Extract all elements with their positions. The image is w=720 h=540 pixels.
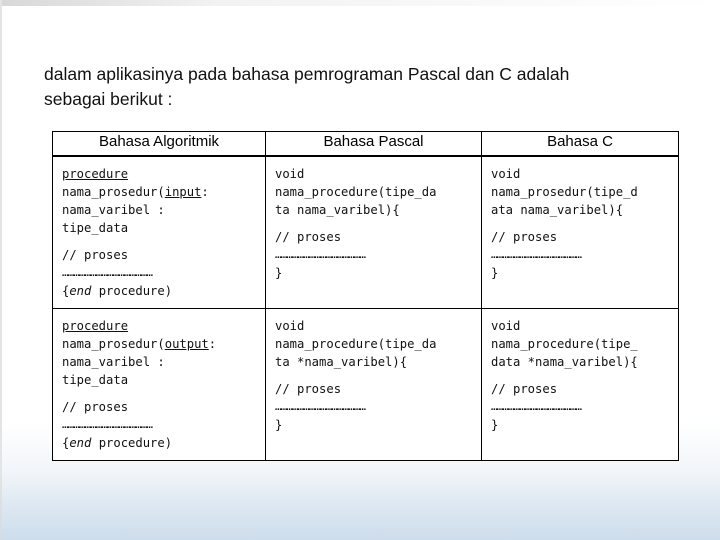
intro-line-2: sebagai berikut : <box>44 89 173 109</box>
brace-open: { <box>62 436 70 450</box>
end-procedure <box>62 282 261 300</box>
procedure-keyword: procedure <box>62 167 129 181</box>
param-colon: : <box>201 185 209 199</box>
closing-brace: } <box>275 418 283 432</box>
slide-bottom-gradient <box>0 470 720 540</box>
process-comment: // proses <box>491 382 558 396</box>
void-keyword: void <box>275 167 305 181</box>
void-keyword: void <box>491 319 521 333</box>
param-colon: : <box>208 337 217 351</box>
table-header-row <box>53 132 679 157</box>
procedure-signature: nama_procedure(tipe_da <box>275 185 437 199</box>
process-placeholder: ………………………………………… <box>491 400 581 413</box>
procedure-name: nama_prosedur( <box>62 337 165 351</box>
process-comment: // proses <box>275 230 342 244</box>
process-placeholder: ………………………………………… <box>275 400 365 413</box>
procedure-signature: nama_procedure(tipe_da <box>275 337 437 351</box>
cell-c-output <box>482 309 679 461</box>
process-comment: // proses <box>62 400 129 414</box>
param-name: nama_varibel : <box>62 203 165 217</box>
void-keyword: void <box>275 319 305 333</box>
process-placeholder: ………………………………………… <box>62 266 152 279</box>
cell-algoritmik-input <box>53 156 266 309</box>
end-keyword: end <box>69 436 92 450</box>
process-comment: // proses <box>275 382 342 396</box>
procedure-signature: nama_procedure(tipe_ <box>491 337 638 351</box>
cell-pascal-output <box>266 309 482 461</box>
header-algoritmik: Bahasa Algoritmik <box>53 132 266 157</box>
process-placeholder: ………………………………………… <box>275 248 365 261</box>
syntax-comparison-table <box>52 131 679 461</box>
procedure-keyword: procedure <box>62 319 129 333</box>
procedure-signature-cont: ta *nama_varibel){ <box>275 355 408 369</box>
table-row-output <box>53 309 679 461</box>
closing-brace: } <box>491 266 499 280</box>
process-placeholder: ………………………………………… <box>491 248 581 261</box>
param-mode-input: input <box>164 185 202 199</box>
void-keyword: void <box>491 167 521 181</box>
end-keyword: end <box>69 284 92 298</box>
process-placeholder: ………………………………………… <box>62 418 152 431</box>
procedure-signature: nama_prosedur(tipe_d <box>491 185 638 199</box>
param-mode-output: output <box>164 337 209 351</box>
procedure-name: nama_prosedur( <box>62 185 165 199</box>
process-comment: // proses <box>491 230 558 244</box>
cell-pascal-input <box>266 156 482 309</box>
procedure-signature-cont: ata nama_varibel){ <box>491 203 624 217</box>
intro-text <box>44 62 684 112</box>
procedure-signature-cont: data *nama_varibel){ <box>491 355 638 369</box>
closing-brace: } <box>275 266 283 280</box>
header-pascal: Bahasa Pascal <box>266 132 482 157</box>
cell-algoritmik-output <box>53 309 266 461</box>
process-comment: // proses <box>62 248 129 262</box>
brace-open: { <box>62 284 70 298</box>
param-type: tipe_data <box>62 373 129 387</box>
param-name: nama_varibel : <box>62 355 165 369</box>
procedure-signature <box>62 335 261 353</box>
closing-brace: } <box>491 418 499 432</box>
param-type: tipe_data <box>62 221 129 235</box>
end-procedure-text: procedure) <box>91 436 173 450</box>
end-procedure <box>62 434 261 452</box>
table-row-input <box>53 156 679 309</box>
header-c: Bahasa C <box>482 132 679 157</box>
procedure-signature-cont: ta nama_varibel){ <box>275 203 400 217</box>
procedure-signature <box>62 183 261 201</box>
intro-line-1: dalam aplikasinya pada bahasa pemrograman Pascal dan C adalah <box>44 64 570 84</box>
end-procedure-text: procedure) <box>91 284 173 298</box>
cell-c-input <box>482 156 679 309</box>
